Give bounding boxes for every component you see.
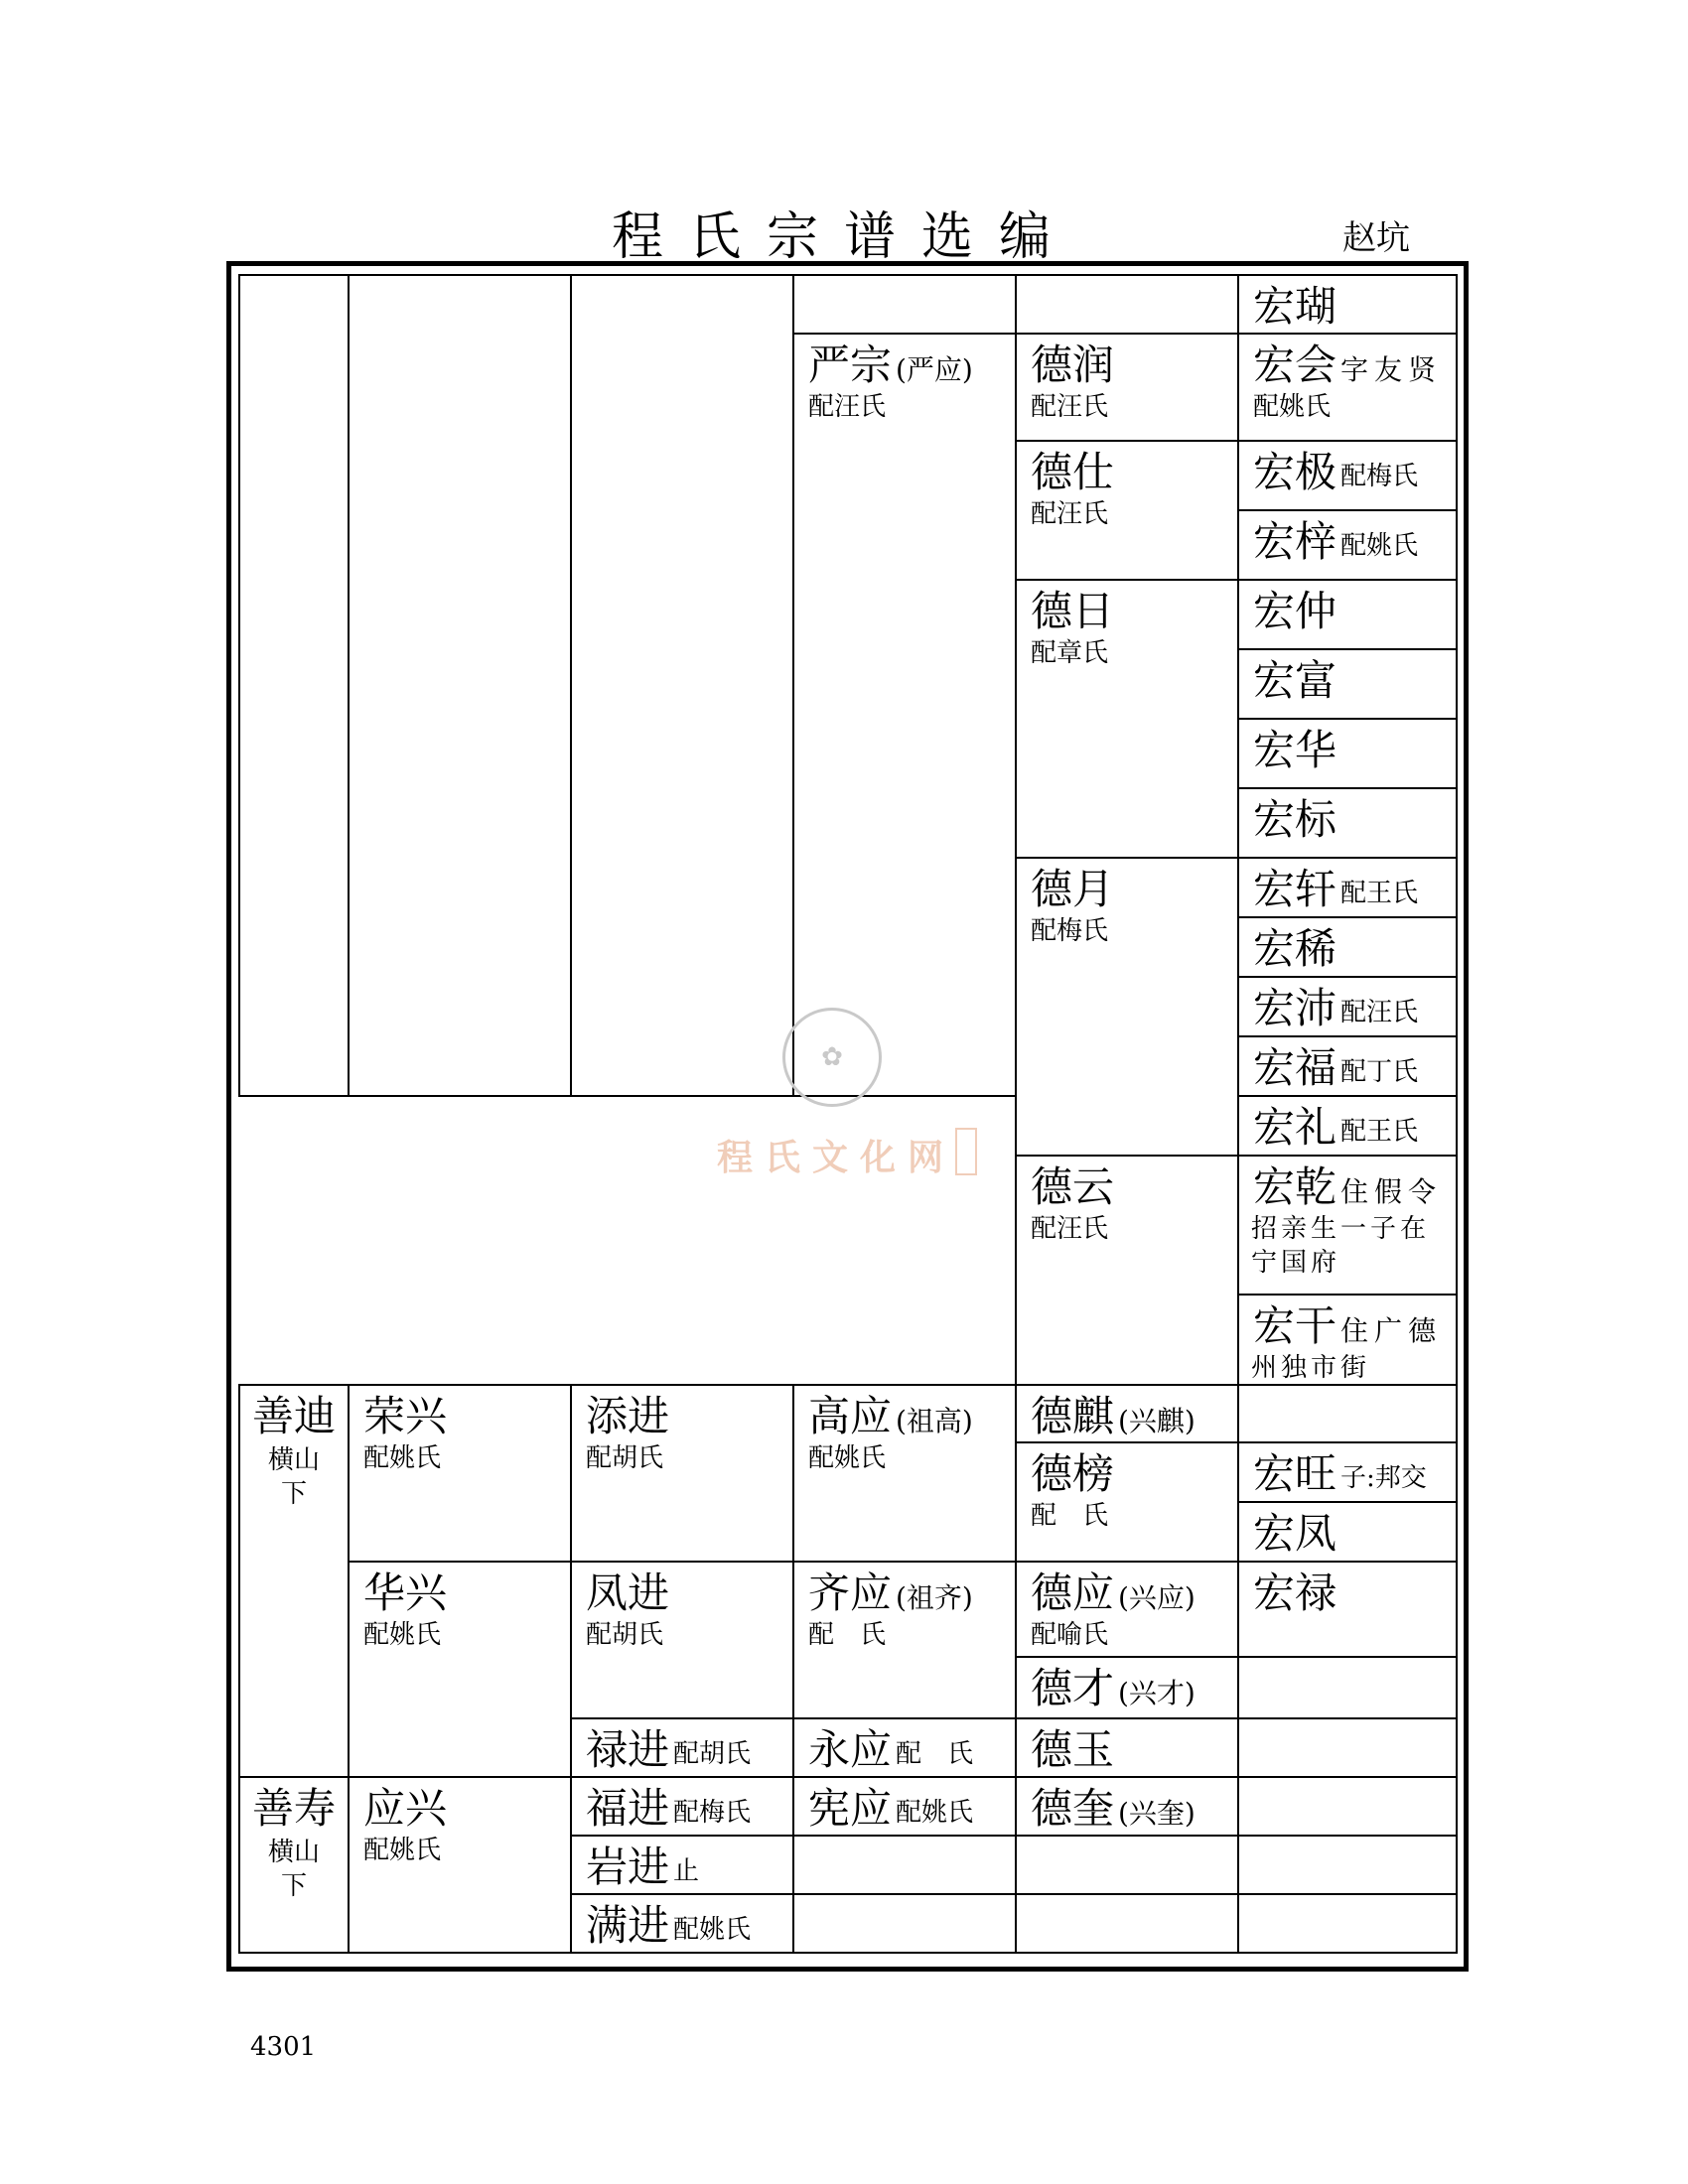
cell-yanzong [792,333,1017,1097]
residence-note: 招亲生一子在宁国府 [1251,1214,1431,1278]
cell-derun [1015,333,1239,442]
residence-line: 下 [280,1871,307,1901]
cell-shandi [238,1384,350,1778]
cell-top-col3 [570,274,794,1097]
person-name: 宏梓 [1253,517,1337,566]
residence-line: 下 [280,1479,307,1509]
spouse-note: 配姚氏 [1253,392,1332,422]
person-name: 宏凤 [1253,1509,1337,1558]
cell-honggan [1237,1294,1458,1386]
cell-col4-b2 [792,1835,1017,1895]
person-name: 德榜 [1031,1449,1115,1498]
person-name: 善寿 [251,1784,336,1833]
cell-hongfu [1237,648,1458,720]
spouse-note: 配汪氏 [1031,392,1109,422]
inline-note: 住假令 [1340,1175,1443,1208]
person-name: 宏礼 [1253,1103,1337,1152]
watermark-seal-icon: ✿ [782,1008,882,1107]
cell-debang [1015,1441,1239,1563]
cell-deqi [1015,1384,1239,1443]
cell-manjin [570,1893,794,1954]
cell-huaxing [348,1561,572,1778]
person-name: 满进 [586,1901,670,1950]
spouse-note: 配 氏 [808,1620,887,1650]
cell-tianjin [570,1384,794,1563]
cell-honglu [1237,1561,1458,1658]
inline-note: 配姚氏 [673,1915,752,1945]
place-name: 赵坑 [1342,218,1410,258]
cell-lujin [570,1717,794,1778]
cell-shanshou [238,1776,350,1954]
cell-deying [1015,1561,1239,1658]
person-name: 宏华 [1253,726,1337,774]
person-name: 德奎 [1031,1784,1115,1833]
alias-note: (祖高) [896,1405,973,1437]
inline-note: 子:邦交 [1340,1463,1427,1493]
person-name: 禄进 [586,1725,670,1774]
person-name: 永应 [808,1725,893,1774]
person-name: 宏稀 [1253,924,1337,973]
cell-deyun [1015,1155,1239,1386]
cell-hongfu2 [1237,1035,1458,1097]
cell-qiying [792,1561,1017,1719]
cell-col6-b2 [1237,1835,1458,1895]
cell-deyu [1015,1717,1239,1778]
cell-rongxing [348,1384,572,1563]
spouse-note: 配章氏 [1031,638,1109,668]
cell-honghu [1237,274,1458,335]
inline-note: 配王氏 [1340,1117,1419,1147]
cell-col6-b1 [1237,1776,1458,1837]
cell-hongxuan [1237,857,1458,918]
person-name: 德润 [1031,341,1115,389]
spouse-note: 配喻氏 [1031,1620,1109,1650]
person-name: 齐应 [808,1569,893,1617]
cell-wanying [792,1776,1017,1837]
cell-dekui [1015,1776,1239,1837]
inline-note: 配梅氏 [673,1798,752,1828]
inline-note: 配姚氏 [1340,531,1419,561]
cell-col5-b3 [1015,1893,1239,1954]
cell-top-col4-blank [792,274,1017,335]
page-number: 4301 [250,2032,317,2062]
cell-hongwang [1237,1441,1458,1503]
person-name: 善迪 [251,1392,336,1440]
cell-fujin [570,1776,794,1837]
inline-note: 配姚氏 [896,1798,974,1828]
alias-note: (祖齐) [896,1581,973,1614]
person-name: 凤进 [586,1569,670,1617]
cell-col6-qi-blank [1237,1384,1458,1443]
cell-col6-b3 [1237,1893,1458,1954]
spouse-note: 配姚氏 [363,1443,442,1473]
cell-top-col1 [238,274,350,1097]
residence-line: 横山 [267,1838,320,1867]
person-name: 宏旺 [1253,1449,1337,1498]
cell-yingxing [348,1776,572,1954]
cell-decai [1015,1656,1239,1719]
cell-hongli [1237,1095,1458,1157]
inline-note: 住广德 [1340,1314,1443,1347]
inline-note: 配汪氏 [1340,998,1419,1027]
person-name: 德玉 [1031,1725,1115,1774]
cell-deri [1015,579,1239,859]
person-name: 宏仲 [1253,587,1337,635]
person-name: 德日 [1031,587,1115,635]
person-name: 德应 [1031,1569,1115,1617]
watermark-stamp-icon [955,1128,977,1175]
person-name: 德仕 [1031,448,1115,496]
spouse-note: 配胡氏 [586,1443,664,1473]
alias-note: (兴麒) [1118,1405,1196,1437]
cell-yanjin [570,1835,794,1895]
cell-deyue [1015,857,1239,1157]
cell-honghui [1237,333,1458,442]
person-name: 宏乾 [1253,1162,1337,1211]
cell-honghua [1237,718,1458,789]
cell-hongfeng [1237,1501,1458,1563]
person-name: 严宗 [808,341,893,389]
person-name: 宏沛 [1253,984,1337,1032]
cell-col6-cai-blank [1237,1656,1458,1719]
person-name: 宏标 [1253,795,1337,844]
spouse-note: 配汪氏 [1031,1214,1109,1244]
spouse-note: 配姚氏 [363,1836,442,1865]
person-name: 宏瑚 [1253,282,1337,331]
residence-note: 州独市街 [1251,1353,1371,1383]
cell-hongzhong [1237,579,1458,650]
alias-note: (严应) [896,353,973,386]
person-name: 德麒 [1031,1392,1115,1440]
inline-note: 配王氏 [1340,879,1419,908]
person-name: 宏会 [1253,341,1337,389]
cell-hongji [1237,440,1458,511]
inline-note: 字友贤 [1340,353,1443,386]
person-name: 岩进 [586,1843,670,1891]
inline-note: 配丁氏 [1340,1057,1419,1087]
person-name: 添进 [586,1392,670,1440]
person-name: 宏干 [1253,1301,1337,1350]
inline-note: 配胡氏 [673,1739,752,1769]
cell-col5-b2 [1015,1835,1239,1895]
cell-col4-b3 [792,1893,1017,1954]
spouse-note: 配汪氏 [1031,499,1109,529]
watermark-text: 程氏文化网 [717,1137,956,1178]
cell-gaoying [792,1384,1017,1563]
page-title: 程氏宗谱选编 [611,207,1076,267]
inline-note: 配 氏 [896,1739,974,1769]
cell-hongbiao [1237,787,1458,859]
person-name: 德月 [1031,865,1115,913]
person-name: 荣兴 [363,1392,448,1440]
cell-deshi [1015,440,1239,581]
person-name: 宏极 [1253,448,1337,496]
cell-col6-yu-blank [1237,1717,1458,1778]
spouse-note: 配梅氏 [1031,916,1109,946]
spouse-note: 配姚氏 [363,1620,442,1650]
person-name: 德云 [1031,1162,1115,1211]
cell-top-col5-blank [1015,274,1239,335]
person-name: 应兴 [363,1784,448,1833]
alias-note: (兴应) [1118,1581,1196,1614]
person-name: 宏福 [1253,1043,1337,1092]
person-name: 宏轩 [1253,865,1337,913]
cell-hongqian [1237,1155,1458,1296]
person-name: 德才 [1031,1664,1115,1712]
person-name: 福进 [586,1784,670,1833]
cell-yongying [792,1717,1017,1778]
spouse-note: 配汪氏 [808,392,887,422]
alias-note: (兴才) [1118,1677,1196,1709]
cell-top-col2 [348,274,572,1097]
cell-fengjin [570,1561,794,1719]
person-name: 华兴 [363,1569,448,1617]
inline-note: 止 [673,1856,700,1886]
inline-note: 配梅氏 [1340,462,1419,491]
person-name: 宪应 [808,1784,893,1833]
residence-line: 横山 [267,1445,320,1475]
spouse-note: 配姚氏 [808,1443,887,1473]
cell-hongzi [1237,509,1458,581]
person-name: 宏禄 [1253,1569,1337,1617]
cell-hongpei [1237,976,1458,1037]
cell-hongxi [1237,916,1458,978]
spouse-note: 配 氏 [1031,1501,1109,1531]
alias-note: (兴奎) [1118,1797,1196,1830]
spouse-note: 配胡氏 [586,1620,664,1650]
person-name: 宏富 [1253,656,1337,705]
person-name: 高应 [808,1392,893,1440]
